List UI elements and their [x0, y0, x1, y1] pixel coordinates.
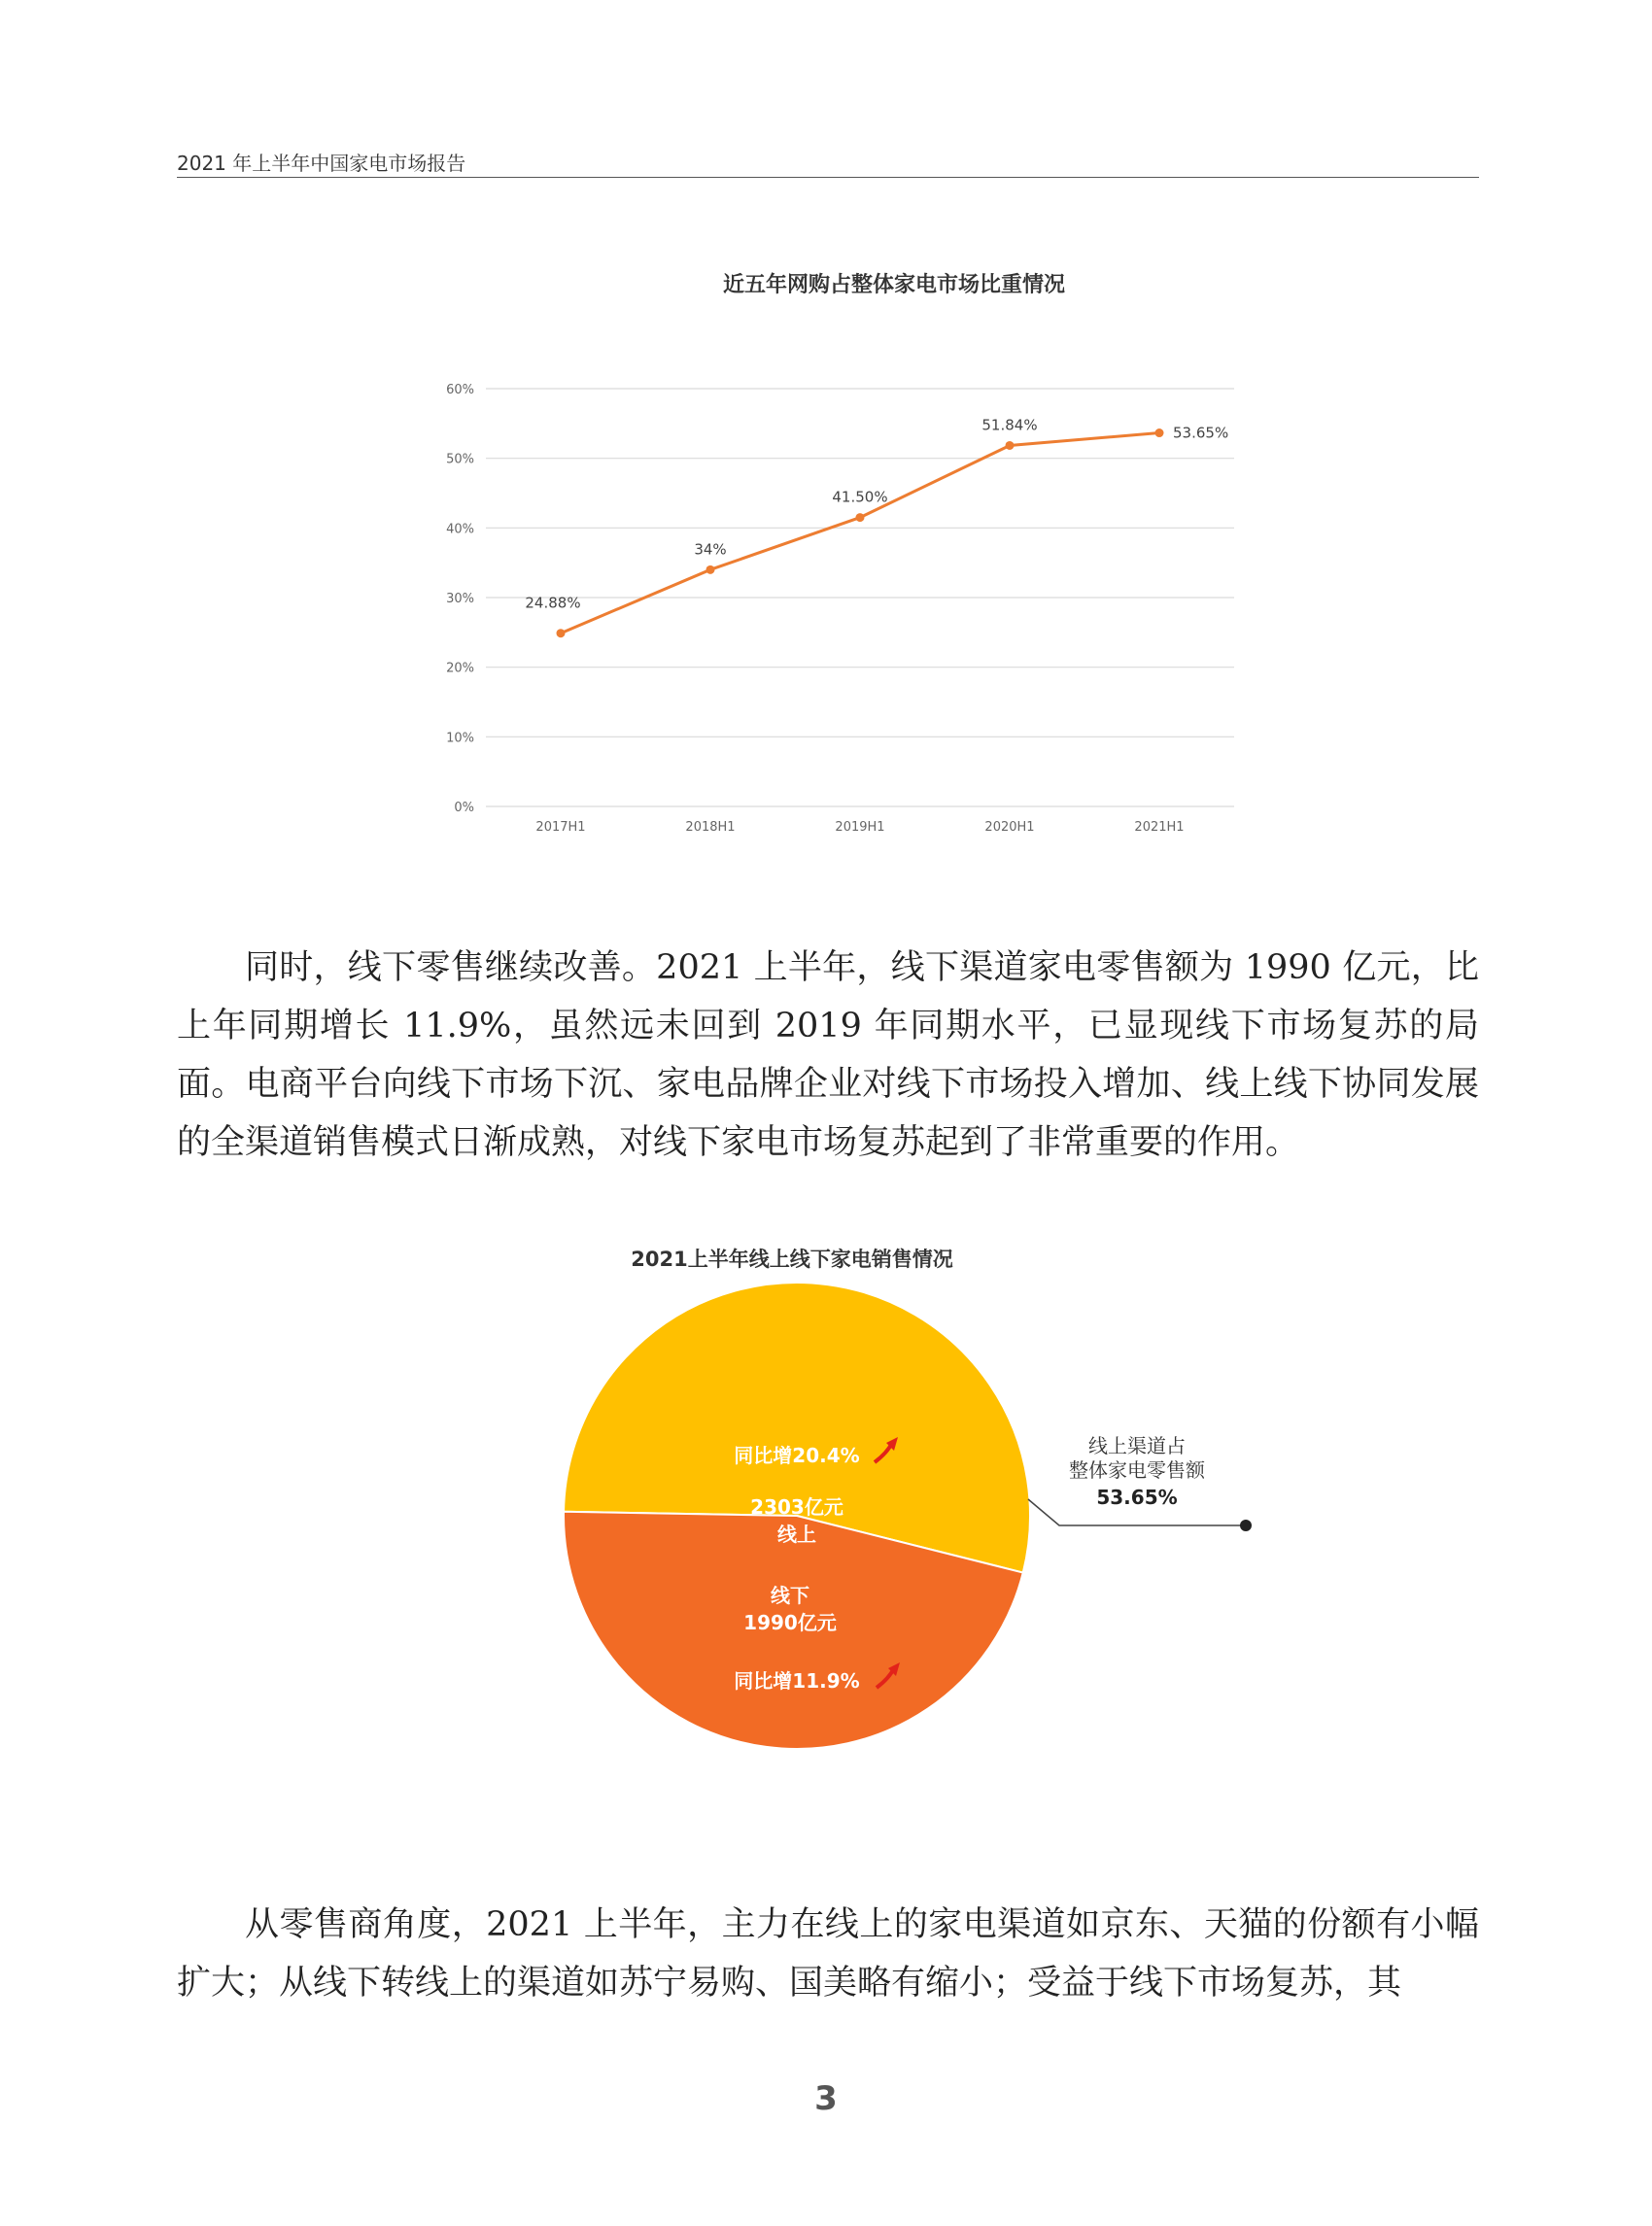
- data-label: 41.50%: [832, 488, 888, 506]
- y-tick-label: 10%: [446, 731, 474, 746]
- page-number: 3: [814, 2079, 838, 2118]
- data-point: [557, 629, 566, 637]
- y-tick-label: 0%: [454, 801, 474, 815]
- y-tick-label: 50%: [446, 452, 474, 467]
- callout-line2: 整体家电零售额: [1069, 1458, 1205, 1482]
- data-label: 51.84%: [981, 416, 1038, 434]
- data-label: 24.88%: [525, 594, 581, 612]
- online-growth-text: 同比增20.4%: [734, 1444, 860, 1467]
- x-tick-label: 2018H1: [685, 820, 736, 835]
- online-amount-text: 2303亿元: [750, 1495, 843, 1519]
- line-chart-grid: [486, 389, 1234, 806]
- data-point: [706, 565, 715, 574]
- callout-value: 53.65%: [1096, 1486, 1178, 1509]
- x-tick-label: 2019H1: [835, 820, 885, 835]
- y-tick-label: 20%: [446, 661, 474, 676]
- header-title: 2021 年上半年中国家电市场报告: [177, 152, 466, 175]
- data-point: [856, 513, 865, 522]
- online-label-text: 线上: [777, 1523, 816, 1546]
- x-tick-label: 2020H1: [984, 820, 1035, 835]
- y-tick-label: 30%: [446, 592, 474, 606]
- y-tick-label: 40%: [446, 522, 474, 537]
- pie-chart: [544, 1229, 1302, 1832]
- data-label: 34%: [694, 540, 727, 559]
- offline-growth-text: 同比增11.9%: [734, 1669, 860, 1693]
- data-label: 53.65%: [1173, 424, 1229, 442]
- offline-label-text: 线下: [771, 1584, 809, 1607]
- data-point: [1006, 441, 1015, 450]
- body-paragraph-1: 同时，线下零售继续改善。2021 上半年，线下渠道家电零售额为 1990 亿元，比上年同期增长 11.9%，虽然远未回到 2019 年同期水平，已显现线下市场复苏的局面。电商平台向线下市场下沉、家电品牌企业对线下市场投入增加、线上线下协同发展的全渠道销售模式日渐成熟，对线下家电市场复苏起到了非常重要的作用。: [177, 948, 1479, 1162]
- line-chart-x-axis: [535, 820, 1184, 835]
- pie-chart-title: 2021上半年线上线下家电销售情况: [631, 1248, 953, 1271]
- callout-end-dot: [1240, 1520, 1252, 1531]
- line-chart-data-labels: [525, 416, 1228, 611]
- line-chart-y-axis: [446, 383, 474, 815]
- line-chart: [418, 253, 1254, 845]
- x-tick-label: 2017H1: [535, 820, 586, 835]
- body-paragraph-2: 从零售商角度，2021 上半年，主力在线上的家电渠道如京东、天猫的份额有小幅扩大；从线下转线上的渠道如苏宁易购、国美略有缩小；受益于线下市场复苏，其: [177, 1905, 1479, 2003]
- offline-amount-text: 1990亿元: [743, 1611, 837, 1634]
- line-chart-points: [557, 428, 1164, 637]
- line-chart-title: 近五年网购占整体家电市场比重情况: [722, 273, 1066, 297]
- line-chart-series-line: [561, 433, 1159, 634]
- y-tick-label: 60%: [446, 383, 474, 397]
- callout-line1: 线上渠道占: [1088, 1434, 1186, 1457]
- page-header: [177, 148, 1479, 178]
- x-tick-label: 2021H1: [1134, 820, 1185, 835]
- data-point: [1155, 428, 1164, 437]
